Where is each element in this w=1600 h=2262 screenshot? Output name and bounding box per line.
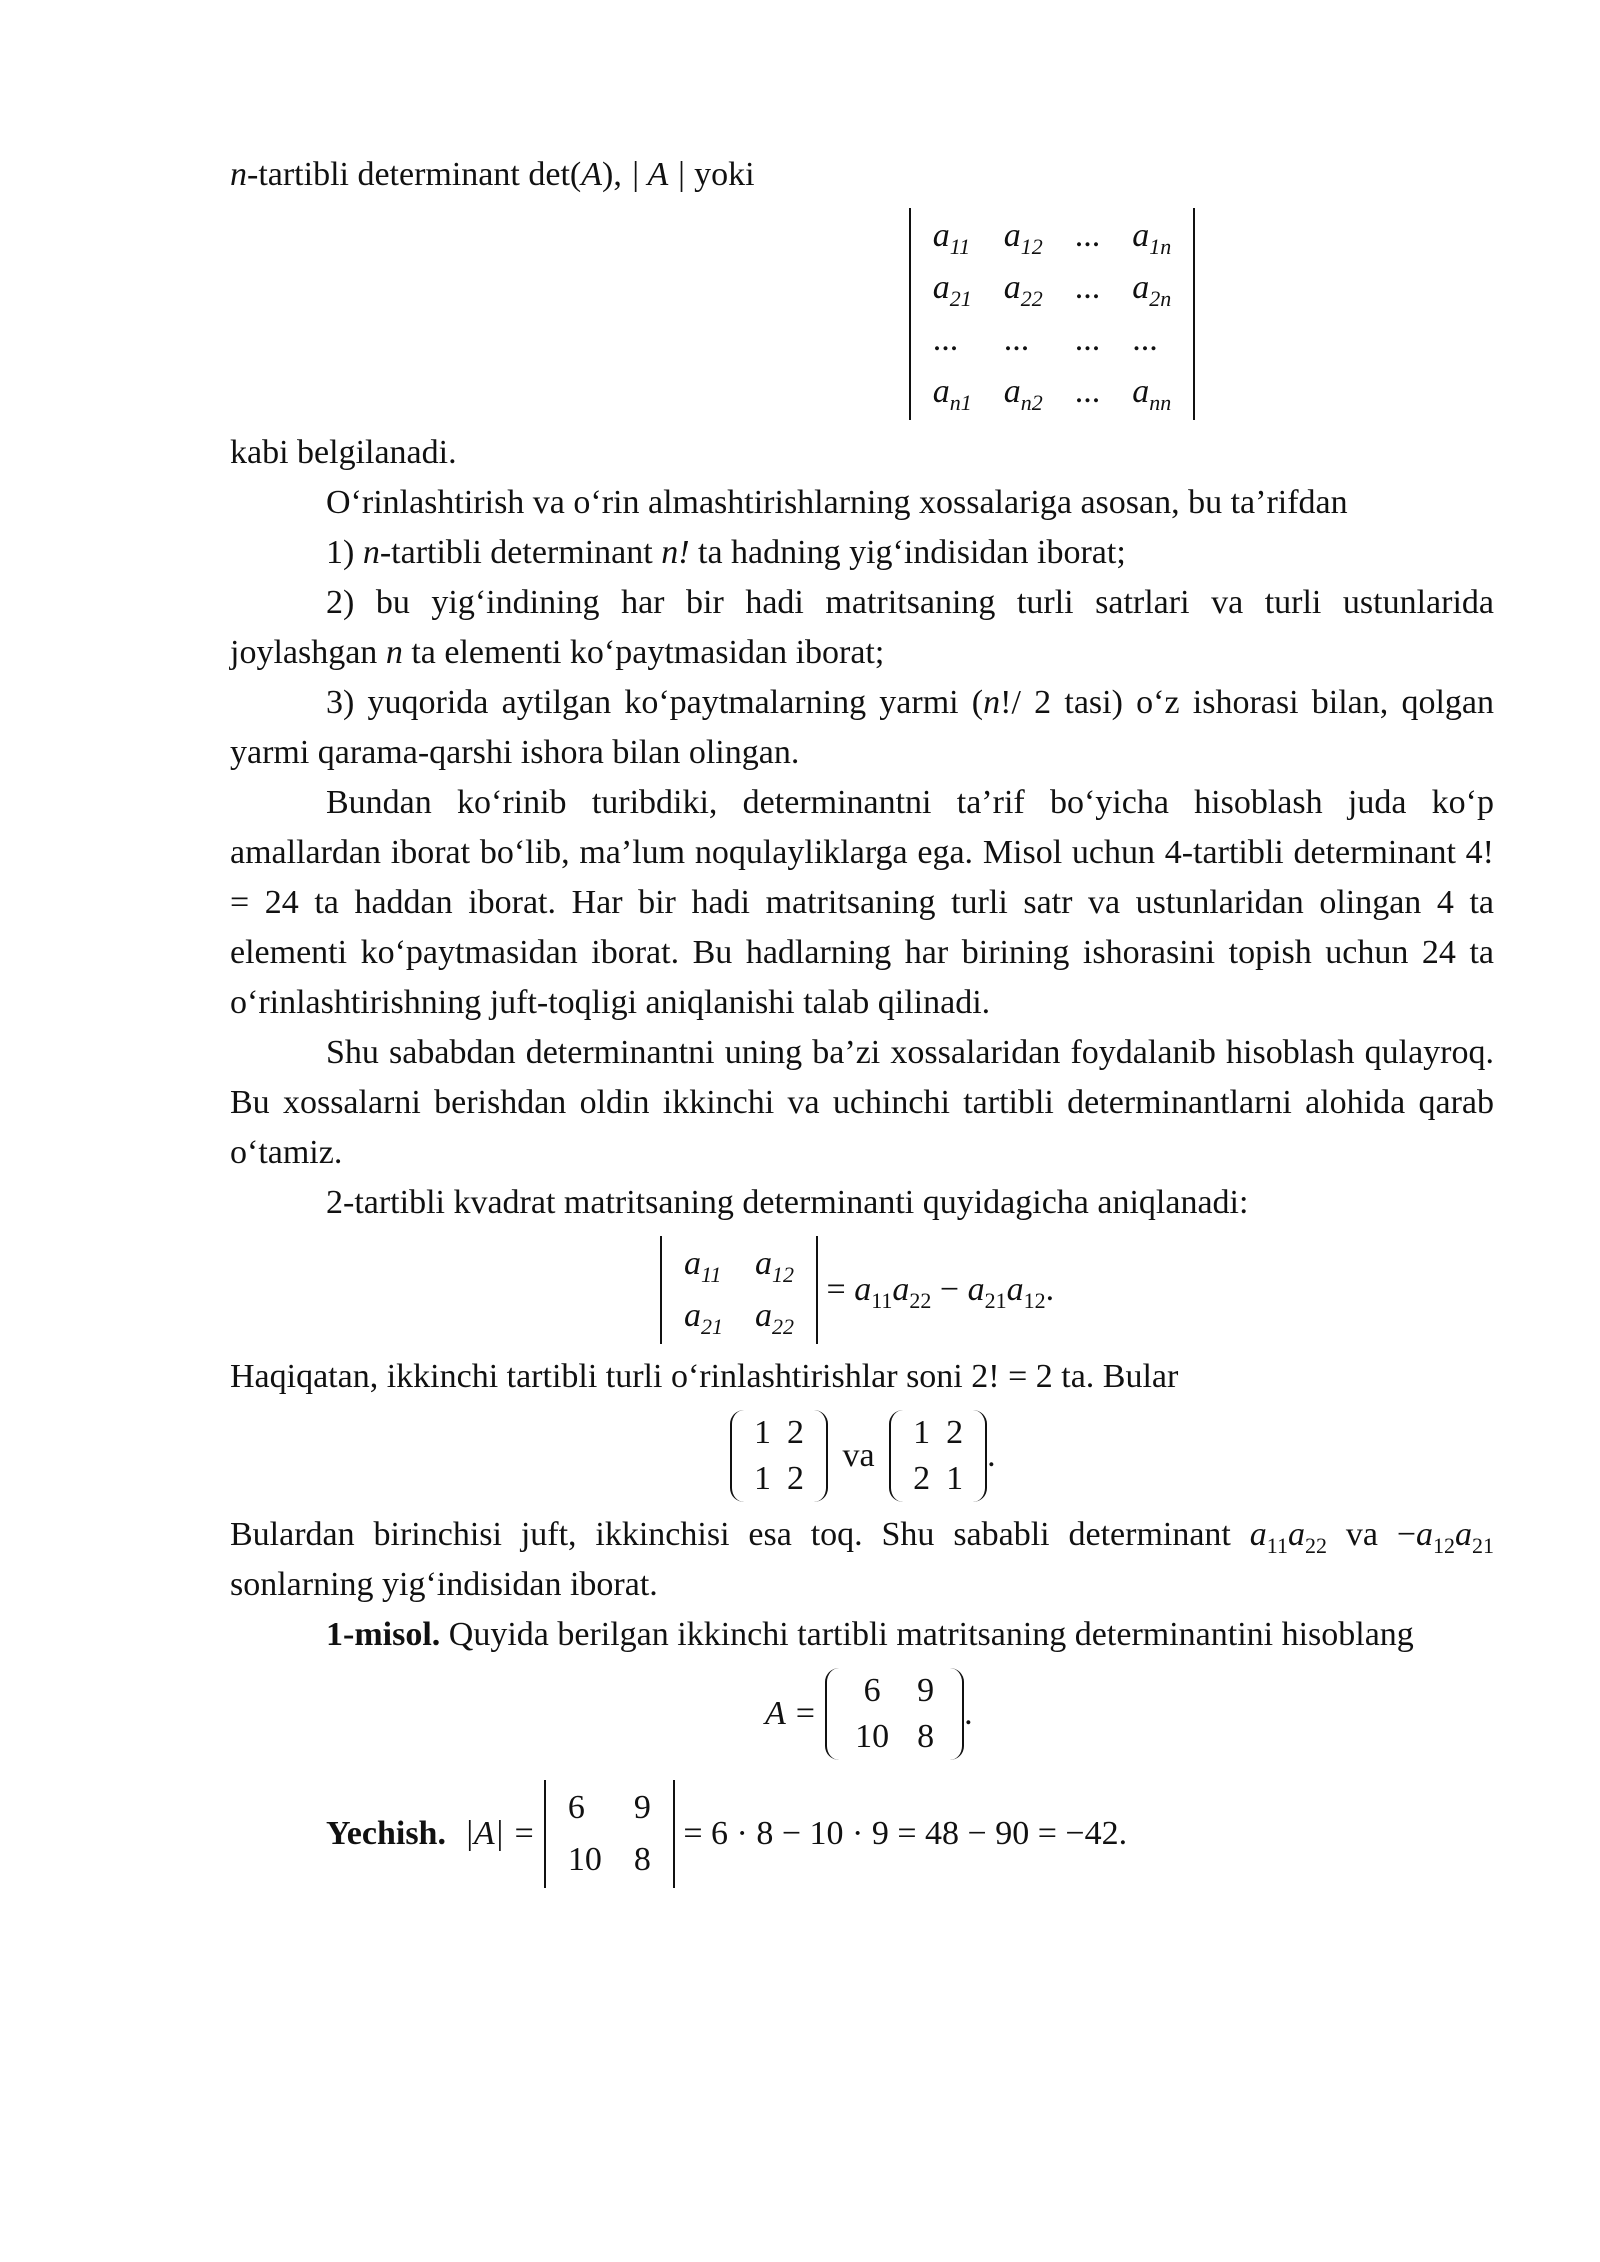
determinant-2: $a_{11}$ $a_{12}$ $a_{21}$ $a_{22}$ bbox=[660, 1236, 818, 1344]
document-page bbox=[230, 150, 1494, 1896]
det2-rhs: = $a_{11}a_{22} - a_{21}a_{12}$. bbox=[826, 1271, 1055, 1313]
list-item-3: 3) yuqorida aytilgan ko‘paytmalarning yarmi (n!/ 2 tasi) o‘z ishorasi bilan, qolgan yarmi qarama-qarshi ishora bilan olingan. bbox=[230, 684, 1494, 771]
paragraph-bundan: Bundan ko‘rinib turibdiki, determinantni ta’rif bo‘yicha hisoblash juda ko‘p amallardan iborat bo‘lib, ma’lum noqulayliklarga ega. Misol uchun 4-tartibli determinant 4! = 24 ta haddan iborat. Har bir hadi matritsaning turli satr va ustunlaridan olingan 4 ta elementi ko‘paytmasidan iborat. Bu hadlarning har birining ishorasini topish uchun 24 ta o‘rinlashtirishning juft-toqligi aniqlanishi talab qilinadi. bbox=[230, 784, 1494, 1021]
var-n: n bbox=[230, 156, 247, 193]
solution: Yechish. |A| = 6 9 10 8 = 6 · 8 − 10 · 9 = 48 − 90 = −42. bbox=[230, 1780, 1494, 1888]
determinant-A: 6 9 10 8 bbox=[544, 1780, 675, 1888]
permutation-2: 1 2 2 1 bbox=[889, 1410, 987, 1502]
paragraph-bulardan: Bulardan birinchisi juft, ikkinchisi esa toq. Shu sababli determinant $a_{11}a_{22}$ va $-a_{12}a_{21}$ sonlarning yig‘indisidan iborat. bbox=[230, 1516, 1495, 1603]
paragraph-kabi: kabi belgilanadi. bbox=[230, 434, 457, 471]
solution-label: Yechish. bbox=[326, 1815, 446, 1852]
permutations: 1 2 1 2 va 1 2 2 1 . bbox=[230, 1410, 1494, 1502]
abs-A: | A | bbox=[630, 156, 686, 193]
general-determinant bbox=[230, 208, 1494, 420]
paragraph-shu: Shu sababdan determinantni uning ba’zi xossalaridan foydalanib hisoblash qulayroq. Bu xossalarni berishdan oldin ikkinchi va uchinchi tartibli determinantlarni alohida qarab o‘tamiz. bbox=[230, 1034, 1494, 1171]
determinant-n: $a_{11}$ $a_{12}$ ... $a_{1n}$ $a_{21}$ $a_{22}$ ... $a_{2n}$ ... ... ... ... $a_{n1}$ $a_{n2}$ ... $a_{nn}$ bbox=[909, 208, 1196, 420]
example-1: 1-misol. Quyida berilgan ikkinchi tartibli matritsaning determinantini hisoblang bbox=[326, 1616, 1414, 1653]
intro-line: n-tartibli determinant det(A), | A | yoki bbox=[230, 156, 755, 193]
paragraph-orinlashtirish: O‘rinlashtirish va o‘rin almashtirishlarning xossalariga asosan, bu ta’rifdan bbox=[326, 484, 1348, 521]
matrix-A-values: 6 9 10 8 bbox=[825, 1668, 964, 1760]
det2-formula bbox=[230, 1236, 1494, 1344]
example-label: 1-misol. bbox=[326, 1616, 441, 1653]
list-item-1: 1) n-tartibli determinant n! ta hadning yig‘indisidan iborat; bbox=[326, 534, 1126, 571]
paragraph-2tartibli: 2-tartibli kvadrat matritsaning determinanti quyidagicha aniqlanadi: bbox=[326, 1184, 1249, 1221]
permutation-1: 1 2 1 2 bbox=[730, 1410, 828, 1502]
matrix-A: A = 6 9 10 8 . bbox=[230, 1668, 1494, 1760]
list-item-2: 2) bu yig‘indining har bir hadi matritsaning turli satrlari va turli ustunlarida joylashgan n ta elementi ko‘paytmasidan iborat; bbox=[230, 584, 1494, 671]
paragraph-haqiqatan: Haqiqatan, ikkinchi tartibli turli o‘rinlashtirishlar soni 2! = 2 ta. Bular bbox=[230, 1358, 1179, 1395]
